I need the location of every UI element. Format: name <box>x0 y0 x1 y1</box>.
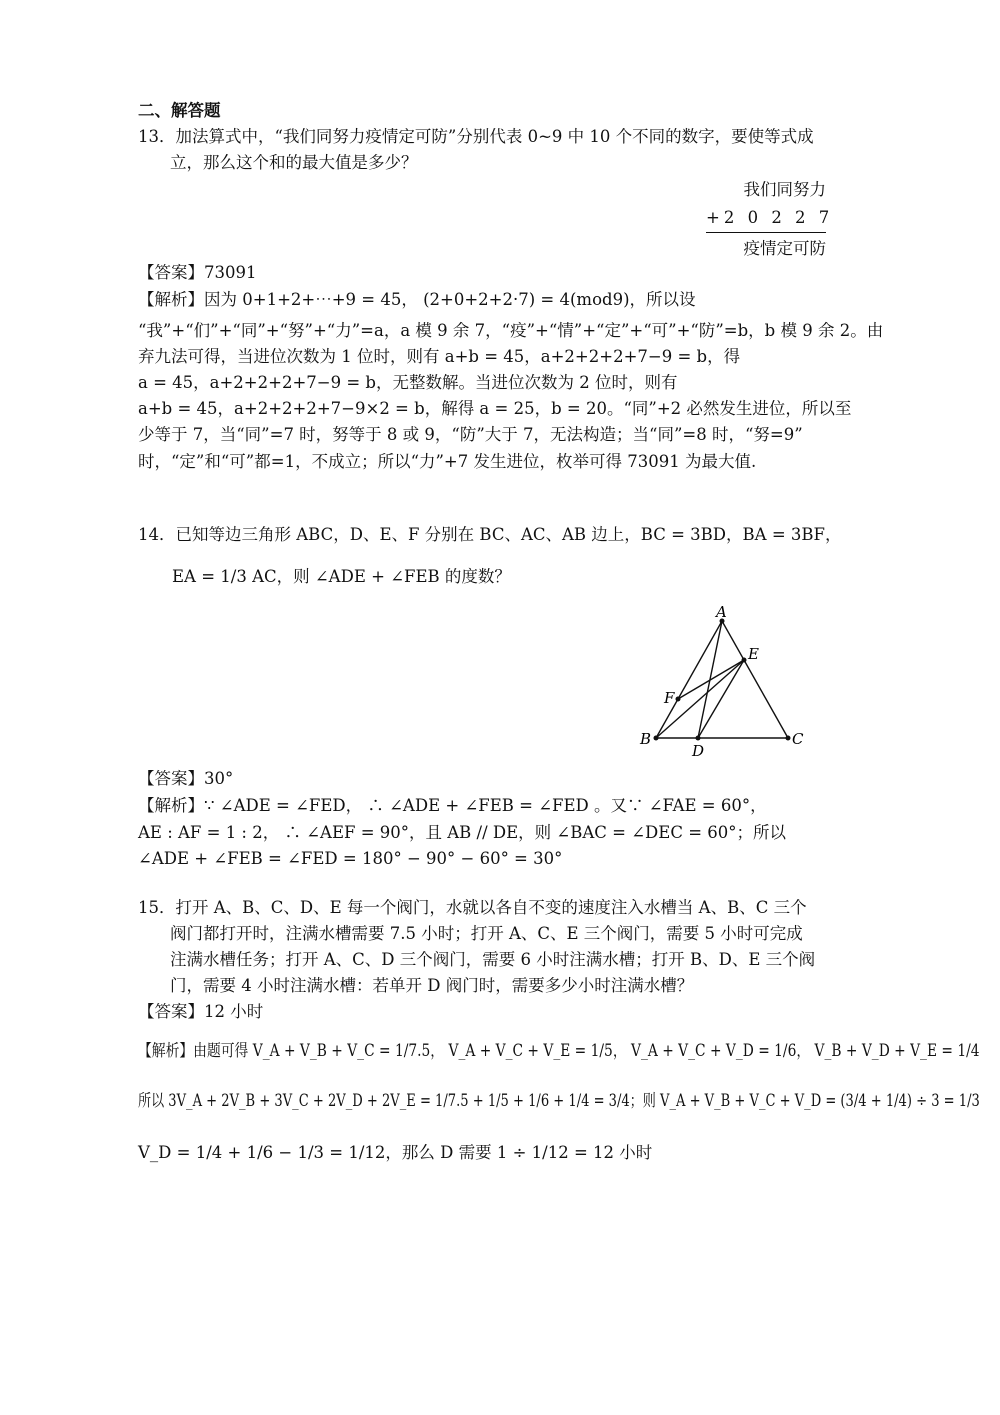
q14-solution-line-2: AE : AF = 1 : 2， ∴ ∠AEF = 90°，且 AB // DE，则 ∠BAC = ∠DEC = 60°；所以 <box>138 823 787 842</box>
q13-solution-line-3: 弃九法可得，当进位次数为 1 位时，则有 a+b = 45，a+2+2+2+7−9 = b，得 <box>138 347 741 366</box>
segment-fe <box>678 660 744 699</box>
q15-stem-line-3: 注满水槽任务；打开 A、C、D 三个阀门，需要 6 小时注满水槽；打开 B、D、E 三个阀 <box>170 950 816 969</box>
q14-solution-line-1 <box>138 795 767 817</box>
q15-answer-value: 12 小时 <box>204 1002 264 1021</box>
label-b: B <box>640 730 652 748</box>
q15-stem-line-1: 15．打开 A、B、C、D、E 每一个阀门，水就以各自不变的速度注入水槽当 A、B、C 三个 <box>138 898 807 917</box>
q13-solution-line-7: 时，“定”和“可”都=1，不成立；所以“力”+7 发生进位，枚举可得 73091 为最大值. <box>138 452 757 471</box>
q13-solution-text-1: 因为 0+1+2+⋯+9 = 45， (2+0+2+2·7) = 4(mod9)，所以设 <box>204 290 696 309</box>
point-b <box>654 736 659 741</box>
solution-label: 【解析】 <box>138 796 204 815</box>
q14-stem-line-1: 14．已知等边三角形 ABC，D、E、F 分别在 BC、AC、AB 边上，BC = 3BD，BA = 3BF， <box>138 525 842 544</box>
point-e <box>742 658 747 663</box>
q13-stem-line-1: 13．加法算式中，“我们同努力疫情定可防”分别代表 0~9 中 10 个不同的数字，要使等式成 <box>138 127 814 146</box>
point-f <box>676 697 681 702</box>
q14-stem-line-2: EA = 1/3 AC，则 ∠ADE + ∠FEB 的度数？ <box>172 567 511 586</box>
q15-solution-text-1: 由题可得 V_A + V_B + V_C = 1/7.5， V_A + V_C + V_E = 1/5， V_A + V_C + V_D = 1/6， V_B + V_D + V_E = 1/4 <box>193 1041 980 1060</box>
plus-sign: + <box>706 208 724 227</box>
q15-answer <box>138 1001 263 1023</box>
section-title: 二、解答题 <box>138 101 221 120</box>
q13-solution-line-1 <box>138 289 696 311</box>
answer-label: 【答案】 <box>138 1002 204 1021</box>
label-f: F <box>664 689 675 707</box>
q15-stem-line-2: 阀门都打开时，注满水槽需要 7.5 小时；打开 A、C、E 三个阀门，需要 5 小时可完成 <box>170 924 803 943</box>
q13-sum: 疫情定可防 <box>743 239 826 258</box>
label-a: A <box>716 604 727 621</box>
q13-addend-2: 2 0 2 2 7 <box>723 208 834 227</box>
triangle-diagram <box>630 604 810 764</box>
q15-solution-line-1 <box>138 1040 980 1062</box>
q13-stem-line-2: 立，那么这个和的最大值是多少？ <box>170 153 418 172</box>
q14-answer <box>138 768 233 790</box>
q13-addend-1: 我们同努力 <box>743 180 826 199</box>
q15-stem-line-4: 门，需要 4 小时注满水槽：若单开 D 阀门时，需要多少小时注满水槽？ <box>170 976 694 995</box>
q13-solution-line-5: a+b = 45，a+2+2+2+7−9×2 = b，解得 a = 25，b = 20。“同”+2 必然发生进位，所以至 <box>138 399 852 418</box>
addition-rule <box>706 232 826 233</box>
point-d <box>696 736 701 741</box>
q13-answer <box>138 262 257 284</box>
q13-solution-line-6: 少等于 7，当“同”=7 时，努等于 8 或 9，“防”大于 7，无法构造；当“同”=8 时，“努=9” <box>138 425 803 444</box>
q14-answer-value: 30° <box>204 769 234 788</box>
segment-de <box>698 660 744 738</box>
q13-solution-line-4: a = 45，a+2+2+2+7−9 = b，无整数解。当进位次数为 2 位时，则有 <box>138 373 678 392</box>
label-c: C <box>792 730 804 748</box>
label-e: E <box>748 645 759 663</box>
solution-label: 【解析】 <box>138 290 204 309</box>
label-d: D <box>692 742 705 760</box>
q15-solution-line-2: 所以 3V_A + 2V_B + 3V_C + 2V_D + 2V_E = 1/7.5 + 1/5 + 1/6 + 1/4 = 3/4；则 V_A + V_B + V_C + V_D = (3/4 + 1/4) ÷ 3 = 1/3 <box>138 1091 980 1110</box>
q13-answer-value: 73091 <box>204 263 257 282</box>
q13-solution-line-2: “我”+“们”+“同”+“努”+“力”=a，a 模 9 余 7，“疫”+“情”+“定”+“可”+“防”=b，b 模 9 余 2。由 <box>138 321 884 340</box>
answer-label: 【答案】 <box>138 769 204 788</box>
solution-label: 【解析】 <box>138 1041 194 1060</box>
q14-solution-text-1: ∵ ∠ADE = ∠FED， ∴ ∠ADE + ∠FEB = ∠FED 。又∵ ∠FAE = 60°， <box>204 796 767 815</box>
point-c <box>786 736 791 741</box>
q13-addend-2-row <box>706 204 834 232</box>
q15-solution-line-3: V_D = 1/4 + 1/6 − 1/3 = 1/12，那么 D 需要 1 ÷ 1/12 = 12 小时 <box>138 1143 653 1162</box>
q14-solution-line-3: ∠ADE + ∠FEB = ∠FED = 180° − 90° − 60° = 30° <box>138 849 563 868</box>
answer-label: 【答案】 <box>138 263 204 282</box>
q13-vertical-addition <box>706 176 834 263</box>
